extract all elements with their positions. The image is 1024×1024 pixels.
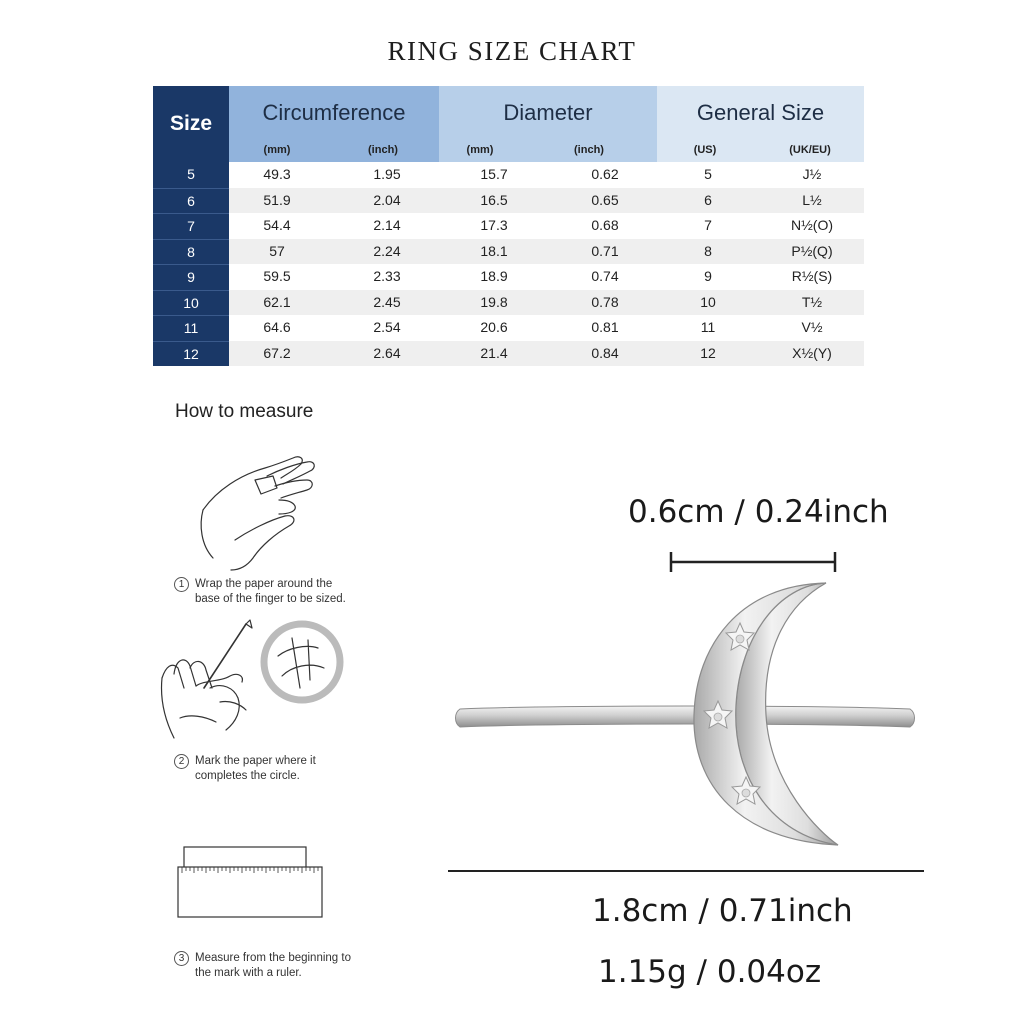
cell-circ-inch: 1.95 (373, 166, 401, 182)
cell-circ-mm: 62.1 (263, 293, 291, 310)
cell-uk-eu: J½ (802, 166, 822, 182)
cell-diam-inch: 0.74 (591, 268, 619, 284)
step-2-number: 2 (174, 754, 189, 769)
moon-ring-image (440, 545, 940, 890)
cell-diam-inch: 0.68 (591, 217, 619, 233)
general-size-title: General Size (696, 100, 825, 125)
size-header: Size (153, 86, 229, 162)
cell-diam-inch: 0.84 (591, 344, 619, 361)
cell-diam-mm: 15.7 (480, 166, 508, 182)
cell-uk-eu: R½(S) (791, 268, 833, 284)
ruler-illustration (176, 843, 326, 923)
table-row (153, 188, 864, 214)
cell-diam-mm: 18.1 (480, 242, 508, 259)
cell-us: 6 (704, 191, 712, 208)
cell-size: 6 (153, 188, 229, 214)
cell-circ-inch: 2.14 (373, 217, 401, 233)
ring-size-table (153, 86, 864, 366)
cell-circ-inch: 2.04 (373, 191, 401, 208)
cell-uk-eu: T½ (801, 293, 823, 310)
subheader-uk-eu: (UK/EU) (789, 144, 831, 156)
cell-uk-eu: L½ (802, 191, 822, 208)
cell-circ-mm: 59.5 (263, 268, 291, 284)
cell-size: 9 (153, 264, 229, 290)
subheader-diam-inch: (inch) (574, 144, 604, 156)
cell-diam-inch: 0.78 (591, 293, 619, 310)
table-row (153, 213, 864, 239)
cell-circ-inch: 2.24 (373, 242, 401, 259)
how-to-measure-title: How to measure (175, 401, 314, 422)
step-2-text-line1: Mark the paper where it (195, 755, 316, 767)
step-3-text-line2: the mark with a ruler. (195, 967, 302, 979)
step-3-text-line1: Measure from the beginning to (195, 952, 351, 964)
cell-diam-inch: 0.81 (591, 319, 619, 335)
table-row (153, 239, 864, 265)
cell-size: 5 (153, 162, 229, 188)
width-label: 0.6cm / 0.24inch (628, 494, 889, 530)
cell-us: 7 (704, 217, 712, 233)
cell-us: 5 (704, 166, 712, 182)
circumference-header (229, 86, 439, 162)
step-1-number: 1 (174, 577, 189, 592)
subheader-us: (US) (693, 144, 717, 156)
table-row (153, 162, 864, 188)
hand-wrap-illustration (195, 450, 325, 575)
cell-us: 10 (700, 293, 716, 310)
cell-circ-mm: 49.3 (263, 166, 291, 182)
cell-circ-inch: 2.54 (373, 319, 401, 335)
circumference-title: Circumference (262, 100, 406, 125)
diameter-title: Diameter (503, 100, 593, 125)
width-measure-bar (671, 552, 835, 572)
cell-circ-mm: 51.9 (263, 191, 291, 208)
subheader-circ-mm: (mm) (263, 144, 291, 156)
cell-diam-inch: 0.65 (591, 191, 619, 208)
diameter-header (439, 86, 657, 162)
step-1-text-line2: base of the finger to be sized. (195, 593, 346, 605)
cell-size: 8 (153, 239, 229, 265)
cell-diam-mm: 16.5 (480, 191, 508, 208)
cell-circ-inch: 2.45 (373, 293, 401, 310)
general-size-header (657, 86, 864, 162)
cell-circ-mm: 57 (269, 242, 285, 259)
table-row (153, 341, 864, 367)
cell-uk-eu: X½(Y) (792, 344, 832, 361)
cell-us: 9 (704, 268, 712, 284)
cell-size: 11 (153, 315, 229, 341)
cell-uk-eu: N½(O) (791, 217, 833, 233)
step-1-text-line1: Wrap the paper around the (195, 578, 333, 590)
step-3-number: 3 (174, 951, 189, 966)
subheader-diam-mm: (mm) (466, 144, 494, 156)
cell-diam-mm: 17.3 (480, 217, 508, 233)
table-row (153, 264, 864, 290)
cell-circ-mm: 67.2 (263, 344, 291, 361)
cell-diam-inch: 0.62 (591, 166, 619, 182)
cell-size: 7 (153, 213, 229, 239)
table-row (153, 315, 864, 341)
cell-diam-mm: 20.6 (480, 319, 508, 335)
cell-us: 12 (700, 344, 716, 361)
table-row (153, 290, 864, 316)
cell-diam-mm: 19.8 (480, 293, 508, 310)
step-2 (174, 754, 316, 784)
cell-uk-eu: V½ (801, 319, 823, 335)
cell-diam-mm: 21.4 (480, 344, 508, 361)
length-label: 1.8cm / 0.71inch (592, 893, 853, 929)
hand-mark-illustration (160, 618, 345, 748)
cell-uk-eu: P½(Q) (791, 242, 833, 259)
step-2-text-line2: completes the circle. (195, 770, 300, 782)
cell-circ-mm: 54.4 (263, 217, 291, 233)
cell-size: 10 (153, 290, 229, 316)
cell-circ-mm: 64.6 (263, 319, 291, 335)
cell-size: 12 (153, 341, 229, 367)
cell-circ-inch: 2.33 (373, 268, 401, 284)
cell-us: 11 (700, 319, 716, 335)
table-header (153, 86, 864, 162)
page-title: RING SIZE CHART (387, 36, 637, 66)
cell-diam-mm: 18.9 (480, 268, 508, 284)
cell-diam-inch: 0.71 (591, 242, 619, 259)
step-3 (174, 951, 351, 981)
step-1 (174, 577, 346, 607)
cell-us: 8 (704, 242, 712, 259)
weight-label: 1.15g / 0.04oz (598, 954, 822, 990)
cell-circ-inch: 2.64 (373, 344, 401, 361)
subheader-circ-inch: (inch) (368, 144, 398, 156)
